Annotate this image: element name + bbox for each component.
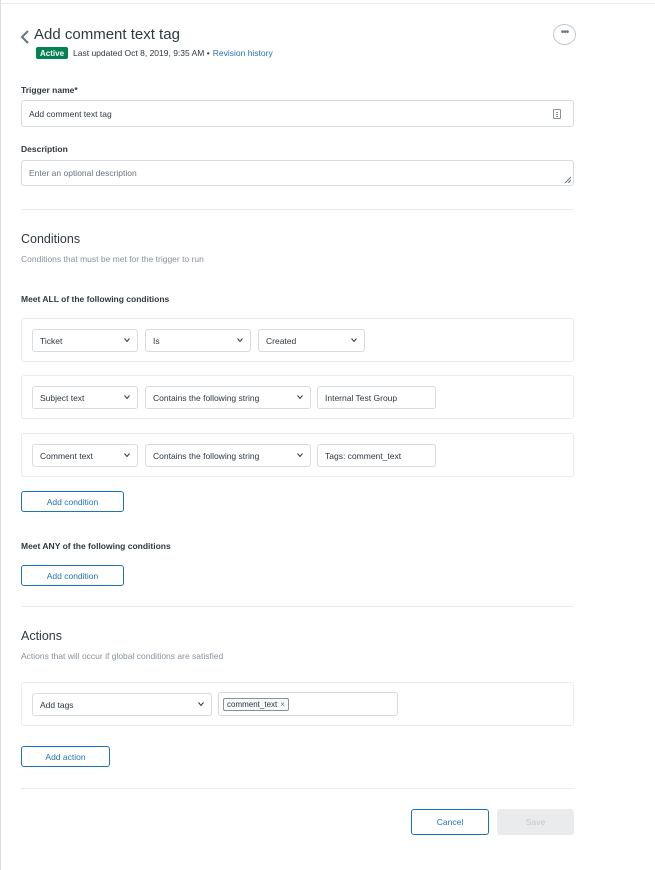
select-value: Add tags xyxy=(40,699,74,710)
select-value: Contains the following string xyxy=(153,450,260,461)
window-top-edge xyxy=(0,3,655,4)
divider xyxy=(21,788,574,789)
condition-row xyxy=(21,318,574,362)
cancel-button[interactable]: Cancel xyxy=(411,809,489,835)
condition-row xyxy=(21,433,574,477)
divider xyxy=(21,209,574,210)
chevron-down-icon xyxy=(297,452,303,458)
select-value: Created xyxy=(266,335,297,346)
select-value: Subject text xyxy=(40,392,85,403)
description-placeholder: Enter an optional description xyxy=(29,168,137,178)
meet-any-label: Meet ANY of the following conditions xyxy=(21,541,171,551)
divider xyxy=(21,606,574,607)
add-action-button[interactable]: Add action xyxy=(21,746,110,767)
chevron-down-icon xyxy=(351,337,357,343)
select-value: Ticket xyxy=(40,335,63,346)
select-value: Contains the following string xyxy=(153,392,260,403)
add-any-condition-button[interactable]: Add condition xyxy=(21,565,124,586)
trigger-name-input[interactable] xyxy=(21,100,574,127)
chevron-down-icon xyxy=(297,394,303,400)
remove-tag-icon[interactable]: × xyxy=(280,699,285,709)
action-row xyxy=(21,682,574,726)
last-updated-text: Last updated Oct 8, 2019, 9:35 AM • xyxy=(73,48,210,58)
select-value: Is xyxy=(153,335,160,346)
add-condition-button[interactable]: Add condition xyxy=(21,491,124,512)
condition-field-select[interactable] xyxy=(32,329,138,352)
actions-subtitle: Actions that will occur if global conditions are satisfied xyxy=(21,651,224,661)
condition-value-input[interactable] xyxy=(317,444,436,467)
condition-row xyxy=(21,375,574,419)
condition-operator-select[interactable] xyxy=(145,329,251,352)
conditions-title: Conditions xyxy=(21,232,81,246)
trigger-name-value: Add comment text tag xyxy=(29,108,112,119)
tags-input[interactable] xyxy=(218,692,398,716)
window-edge xyxy=(0,0,1,870)
chevron-down-icon xyxy=(124,394,130,400)
meta-row xyxy=(36,47,273,59)
tag-chip xyxy=(223,698,289,711)
status-badge: Active xyxy=(36,47,68,59)
condition-operator-select[interactable] xyxy=(145,444,311,467)
condition-value-input[interactable] xyxy=(317,386,436,409)
meet-all-label: Meet ALL of the following conditions xyxy=(21,294,170,304)
chevron-left-icon[interactable] xyxy=(19,30,31,44)
chevron-down-icon xyxy=(198,701,204,707)
description-textarea[interactable] xyxy=(21,160,574,186)
condition-field-select[interactable] xyxy=(32,386,138,409)
trigger-name-label: Trigger name* xyxy=(21,85,78,95)
more-options-button[interactable] xyxy=(553,24,576,45)
field-menu-icon[interactable] xyxy=(553,109,561,119)
input-value: Internal Test Group xyxy=(325,392,398,403)
tag-label: comment_text xyxy=(227,699,278,709)
input-value: Tags: comment_text xyxy=(325,450,402,461)
condition-value-select[interactable] xyxy=(258,329,365,352)
chevron-down-icon xyxy=(237,337,243,343)
condition-operator-select[interactable] xyxy=(145,386,311,409)
chevron-down-icon xyxy=(124,337,130,343)
description-label: Description xyxy=(21,144,68,154)
ellipsis-icon: ••• xyxy=(560,26,569,38)
select-value: Comment text xyxy=(40,450,93,461)
action-type-select[interactable] xyxy=(32,693,212,716)
revision-history-link[interactable]: Revision history xyxy=(212,48,273,58)
chevron-down-icon xyxy=(124,452,130,458)
save-button[interactable]: Save xyxy=(497,809,574,835)
conditions-subtitle: Conditions that must be met for the trigger to run xyxy=(21,254,204,264)
actions-title: Actions xyxy=(21,629,62,643)
resize-grip-icon[interactable] xyxy=(564,176,571,183)
page-title: Add comment text tag xyxy=(34,26,180,43)
condition-field-select[interactable] xyxy=(32,444,138,467)
